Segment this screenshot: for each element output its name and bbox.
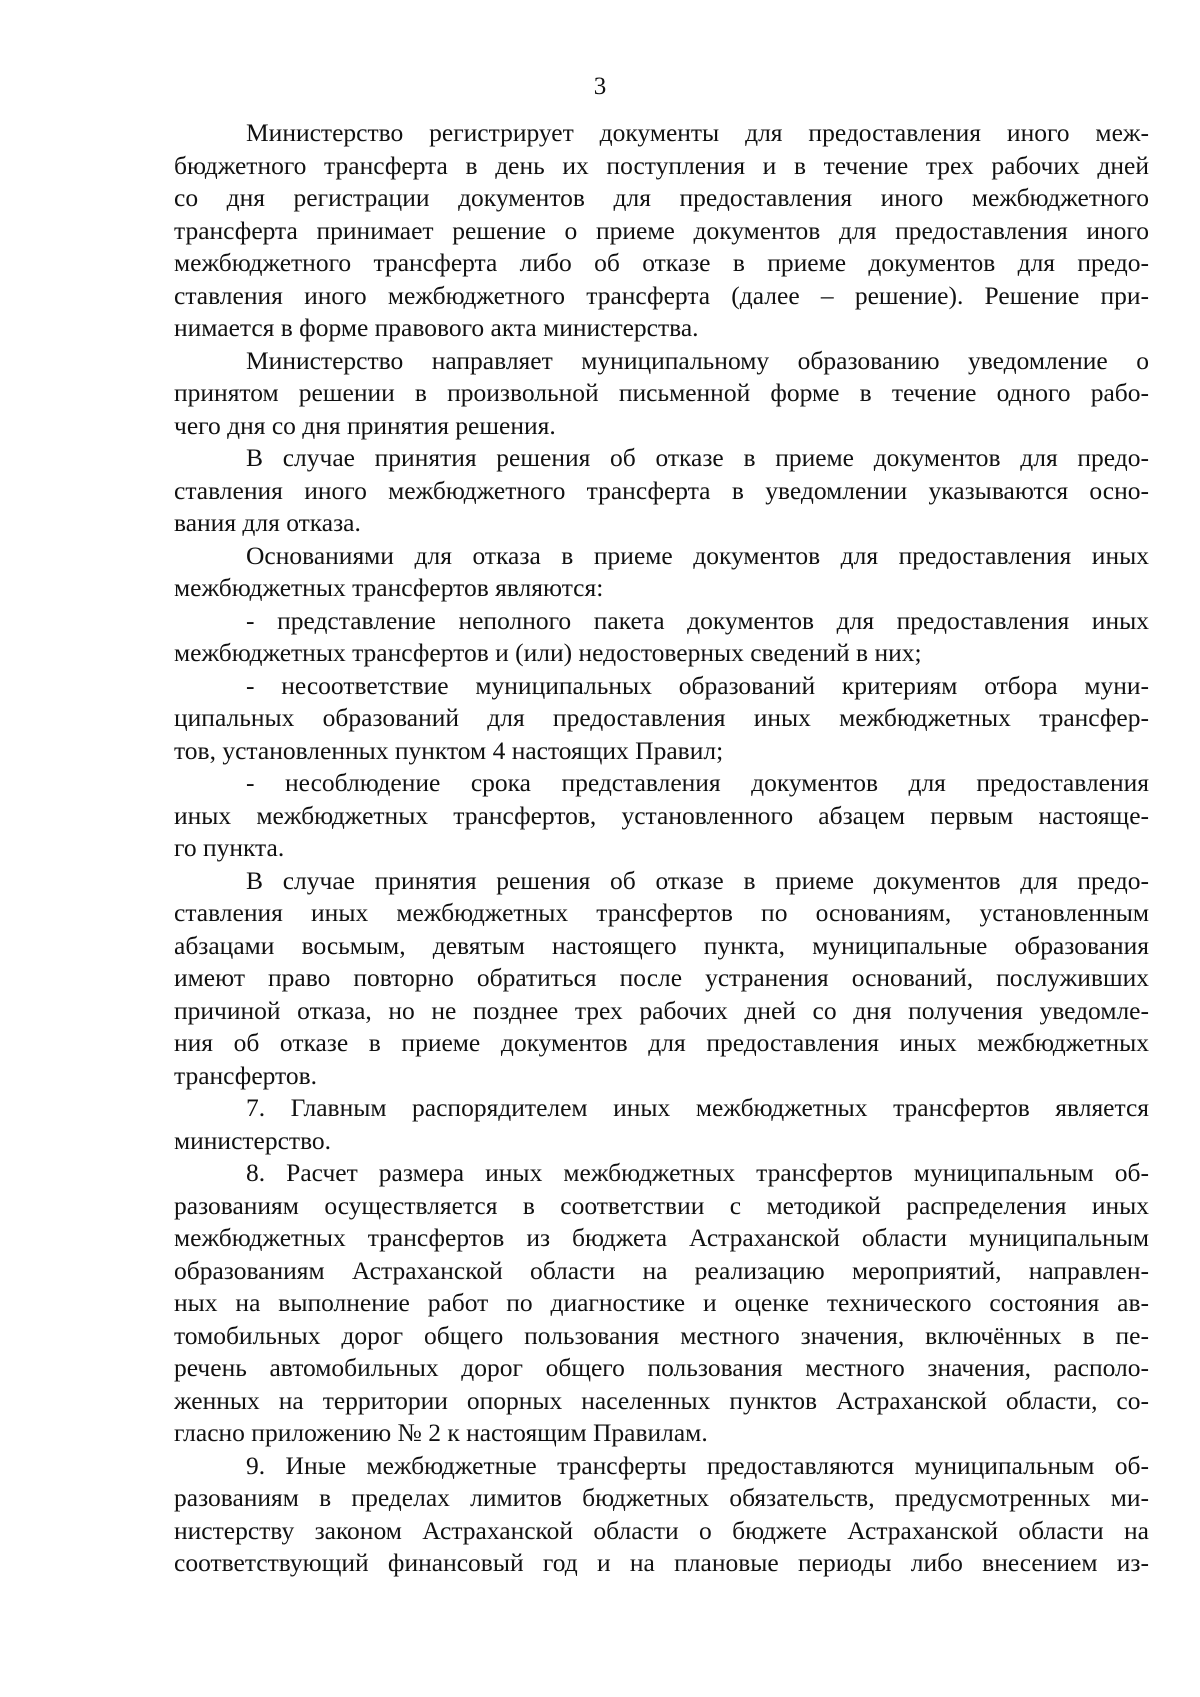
- text-line: томобильных дорог общего пользования местного значения, включённых в пе-: [174, 1320, 1149, 1350]
- paragraph-ground-criteria: [174, 670, 1149, 768]
- paragraph-ground-deadline: [174, 767, 1149, 865]
- text-line: - несоответствие муниципальных образований критериям отбора муни-: [246, 670, 1149, 700]
- text-line: межбюджетных трансфертов являются:: [174, 573, 604, 602]
- paragraph-notification: [174, 345, 1149, 443]
- text-line: ных на выполнение работ по диагностике и оценке технического состояния ав-: [174, 1288, 1149, 1317]
- text-line: бюджетного трансферта в день их поступления и в течение трех рабочих дней: [174, 150, 1149, 180]
- page-number: 3: [593, 73, 607, 100]
- text-line: иных межбюджетных трансфертов, установленного абзацем первым настояще-: [174, 800, 1149, 830]
- text-line: нистерству законом Астраханской области о бюджете Астраханской области на: [174, 1515, 1149, 1545]
- text-line: Основаниями для отказа в приеме документов для предоставления иных: [246, 540, 1149, 570]
- text-line: чего дня со дня принятия решения.: [174, 410, 556, 440]
- document-body: [174, 117, 1149, 1580]
- text-line: 8. Расчет размера иных межбюджетных трансфертов муниципальным об-: [246, 1158, 1149, 1187]
- text-line: 9. Иные межбюджетные трансферты предоставляются муниципальным об-: [246, 1450, 1149, 1480]
- text-line: межбюджетных трансфертов и (или) недостоверных сведений в них;: [174, 638, 922, 667]
- text-line: трансферта принимает решение о приеме документов для предоставления иного: [174, 215, 1149, 245]
- text-line: соответствующий финансовый год и на плановые периоды либо внесением из-: [174, 1548, 1149, 1577]
- text-line: тов, установленных пунктом 4 настоящих Правил;: [174, 735, 724, 765]
- text-line: межбюджетного трансферта либо об отказе в приеме документов для предо-: [174, 248, 1149, 277]
- text-line: Министерство регистрирует документы для предоставления иного меж-: [246, 118, 1149, 147]
- text-line: ния об отказе в приеме документов для предоставления иных межбюджетных: [174, 1028, 1149, 1057]
- text-line: В случае принятия решения об отказе в приеме документов для предо-: [246, 865, 1149, 895]
- text-line: министерство.: [174, 1125, 332, 1155]
- text-line: ставления иных межбюджетных трансфертов по основаниям, установленным: [174, 898, 1149, 927]
- paragraph-item-8: [174, 1157, 1149, 1450]
- text-line: Министерство направляет муниципальному образованию уведомление о: [246, 345, 1149, 375]
- paragraph-refusal-notice: [174, 442, 1149, 540]
- text-line: - несоблюдение срока представления документов для предоставления: [246, 768, 1149, 797]
- text-line: причиной отказа, но не позднее трех рабочих дней со дня получения уведомле-: [174, 995, 1149, 1025]
- text-line: В случае принятия решения об отказе в приеме документов для предо-: [246, 443, 1149, 472]
- text-line: образованиям Астраханской области на реализацию мероприятий, направлен-: [174, 1255, 1149, 1285]
- paragraph-item-7: [174, 1092, 1149, 1157]
- text-line: го пункта.: [174, 833, 285, 862]
- text-line: принятом решении в произвольной письменной форме в течение одного рабо-: [174, 378, 1149, 407]
- text-line: ставления иного межбюджетного трансферта (далее – решение). Решение при-: [174, 280, 1149, 310]
- paragraph-ground-incomplete: [174, 605, 1149, 670]
- text-line: нимается в форме правового акта министерства.: [174, 313, 699, 342]
- text-line: абзацами восьмым, девятым настоящего пункта, муниципальные образования: [174, 930, 1149, 960]
- text-line: речень автомобильных дорог общего пользования местного значения, располо-: [174, 1353, 1149, 1382]
- text-line: - представление неполного пакета документов для предоставления иных: [246, 605, 1149, 635]
- text-line: разованиям осуществляется в соответствии с методикой распределения иных: [174, 1190, 1149, 1220]
- text-line: ципальных образований для предоставления иных межбюджетных трансфер-: [174, 703, 1149, 732]
- text-line: 7. Главным распорядителем иных межбюджетных трансфертов является: [246, 1093, 1149, 1122]
- text-line: гласно приложению № 2 к настоящим Правилам.: [174, 1418, 708, 1447]
- text-line: имеют право повторно обратиться после устранения оснований, послуживших: [174, 963, 1149, 992]
- text-line: трансфертов.: [174, 1060, 318, 1090]
- paragraph-resubmission: [174, 865, 1149, 1093]
- text-line: вания для отказа.: [174, 508, 361, 537]
- paragraph-registration: [174, 117, 1149, 345]
- text-line: межбюджетных трансфертов из бюджета Астраханской области муниципальным: [174, 1223, 1149, 1252]
- text-line: женных на территории опорных населенных пунктов Астраханской области, со-: [174, 1385, 1149, 1415]
- text-line: разованиям в пределах лимитов бюджетных обязательств, предусмотренных ми-: [174, 1483, 1149, 1512]
- paragraph-refusal-grounds: [174, 540, 1149, 605]
- paragraph-item-9: [174, 1450, 1149, 1580]
- text-line: со дня регистрации документов для предоставления иного межбюджетного: [174, 183, 1149, 212]
- text-line: ставления иного межбюджетного трансферта в уведомлении указываются осно-: [174, 475, 1149, 505]
